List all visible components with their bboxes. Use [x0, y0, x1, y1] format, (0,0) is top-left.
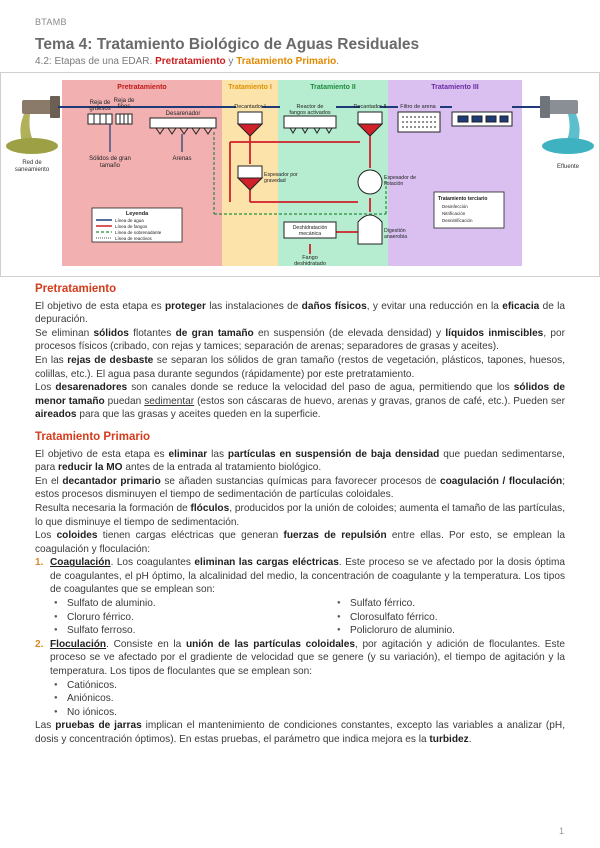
espesador-label-2: gravedad [264, 178, 286, 184]
text-run: . Los coagulantes [110, 557, 195, 569]
text-run: son canales donde se reduce la velocidad del paso de agua, permitiendo que los [127, 382, 514, 394]
list-item-floculacion [35, 638, 565, 720]
subtitle-pretratamiento: Pretratamiento [155, 56, 226, 67]
digestion-label-1: Digestión [384, 228, 406, 234]
legend-item-reagents: Línea de reactivos [115, 236, 152, 241]
prim-paragraph-2 [35, 475, 565, 502]
filtro-label: Filtro de arena [400, 104, 436, 110]
pre-paragraph-2 [35, 327, 565, 354]
sand-filter-icon [398, 112, 440, 132]
zone-label-t1: Tratamiento I [228, 84, 272, 91]
legend-item-supernatant: Línea de sobrenadante [115, 230, 162, 235]
reactor-label-2: fangos activados [289, 110, 331, 116]
list-item: ● Clorosulfato férrico. [333, 611, 563, 625]
tertiary-info-box [434, 192, 504, 228]
text-run: implican el mantenimiento de condiciones constantes, excepto las variables a analizar (pH, dosis y concentración óptimos). En estas pruebas, el parámetro que indica mejora es la [35, 720, 566, 745]
text-run: . [468, 734, 472, 745]
t3-box-item-2: Nitrificación [442, 211, 466, 216]
text-run: , y evitar una reducción en la [366, 300, 503, 312]
solidos-label-2: tamaño [99, 163, 121, 169]
text-run: Coagulación [50, 557, 111, 569]
diagram-legend [92, 208, 182, 242]
text-run: las instalaciones de [205, 300, 302, 312]
text-run: decantador primario [62, 475, 161, 487]
text-run: flotantes [128, 327, 176, 339]
list-item: ● Catiónicos. [50, 679, 565, 693]
list-item: ● Policloruro de aluminio. [333, 624, 563, 638]
text-run: que puedan sedimentarse, para [35, 448, 565, 474]
text-run: ; estos procesos disminuyen el tiempo de sedimentación de partículas coloidales. [35, 475, 565, 501]
desarenador-label: Desarenador [165, 111, 201, 117]
text-run: coloides [56, 530, 98, 542]
page-number: 1 [559, 826, 565, 836]
text-run: en suspensión (de elevada densidad) y [253, 327, 446, 339]
text-run: eliminar [168, 448, 208, 460]
text-run: flóculos [190, 502, 230, 514]
flotation-thickener-icon [358, 170, 382, 194]
list-item: ● Sulfato férrico. [333, 597, 563, 611]
outlet-label: Efluente [556, 164, 580, 170]
text-run: Los [35, 530, 57, 542]
t3-box-item-3: Desnitrificación [442, 218, 473, 223]
text-run: desarenadores [55, 382, 128, 394]
legend-title: Leyenda [125, 211, 149, 217]
text-run: partículas en suspensión de baja densidad [227, 448, 440, 460]
text-run: se añaden sustancias químicas para favorecer procesos de [160, 475, 441, 487]
subtitle-primario: Tratamiento Primario [236, 56, 337, 67]
list-item: ● Sulfato de aluminio. [50, 597, 333, 611]
reja-finos-label-1: Reja de [113, 98, 135, 104]
coagulantes-list [50, 597, 565, 638]
anaerobic-digester-icon [358, 215, 382, 244]
subtitle-connector: y [225, 56, 237, 67]
text-run: eficacia [502, 300, 540, 312]
text-run: unión de las partículas coloidales [185, 638, 355, 650]
list-item: ● Cloruro férrico. [50, 611, 333, 625]
prim-paragraph-4 [35, 529, 565, 556]
section-heading-primario: Tratamiento Primario [35, 430, 151, 443]
text-run: reducir la MO [58, 462, 123, 474]
text-run: , por agitación y adición de floculantes. Este proceso se ve afectado por el gradiente de velocidad que se genere (y su variación), el tiempo de agitación y la temperatura. Los tipos de floculantes que se emplean son: [50, 638, 565, 678]
inlet-label-2: saneamiento [14, 167, 50, 173]
section-heading-pretratamiento: Pretratamiento [35, 283, 117, 295]
text-run: . Consiste en la [106, 638, 186, 650]
text-run: Las [35, 720, 56, 732]
text-run: entre ellas. Por esto, se emplean la coagulación y floculación: [35, 530, 565, 555]
text-run: de la depuración. [35, 300, 565, 326]
text-run: pruebas de jarras [55, 720, 142, 732]
text-run: Se eliminan [35, 327, 94, 339]
pre-paragraph-3 [35, 354, 565, 381]
pre-paragraph-4 [35, 381, 565, 422]
text-run: se separan los sólidos de gran tamaño (restos de vegetación, plásticos, tapones, huesos, colillas, etc.). El agua pasa durante segundos (rápidamente) por este pretratamiento. [35, 354, 565, 380]
fango-label-2: deshidratado [294, 261, 326, 267]
zone-label-pre: Pretratamiento [117, 84, 167, 91]
decantador1-label: Decantador I [234, 104, 266, 110]
list-item: ● No iónicos. [50, 706, 565, 720]
text-run: sólidos [93, 327, 129, 339]
flotacion-label-2: flotación [384, 181, 404, 187]
list-item: ● Aniónicos. [50, 692, 565, 706]
text-run: , producidos por la unión de coloides; aumenta el tamaño de las partículas, lo que disminuye el tiempo de sedimentación. [35, 502, 565, 528]
text-run: sólidos de menor tamaño [35, 382, 565, 407]
text-run: Resulta necesaria la formación de [35, 502, 191, 514]
t3-box-title: Tratamiento terciario [438, 196, 488, 202]
reja-gruesos-label-1: Reja de [89, 100, 111, 106]
list-number-2: 2. [35, 638, 44, 650]
text-run: daños físicos [301, 300, 367, 312]
text-run: . Este proceso se ve afectado por la dosis óptima de coagulantes, el pH óptimo, la alcalinidad del medio, la concentración de coagulante y la temperatura. Los tipos de coagulantes que se emplean son: [50, 557, 565, 596]
prim-paragraph-5 [35, 719, 565, 746]
page-subtitle [35, 56, 339, 67]
text-run: puedan [104, 395, 145, 407]
text-run: El objetivo de esta etapa es [35, 448, 169, 460]
subtitle-suffix: . [336, 56, 340, 67]
text-run: Los [35, 382, 56, 394]
page-title: Tema 4: Tratamiento Biológico de Aguas Residuales [35, 36, 420, 53]
text-run: coagulación / floculación [440, 475, 563, 487]
text-run: fuerzas de repulsión [283, 530, 387, 542]
flotacion-label-1: Espesador de [384, 175, 417, 181]
zone-label-t3: Tratamiento III [431, 84, 479, 91]
floculantes-list [50, 679, 565, 720]
inlet-label-1: Red de [22, 160, 42, 166]
floculacion-text [50, 638, 565, 679]
t3-box-item-1: Desinfección [442, 204, 468, 209]
prim-paragraph-1 [35, 448, 565, 475]
text-run: tienen cargas eléctricas que generan [97, 530, 284, 542]
list-item: ● Sulfato ferroso. [50, 624, 333, 638]
prim-paragraph-3 [35, 502, 565, 529]
arenas-label: Arenas [172, 156, 192, 162]
text-run: las [207, 448, 228, 460]
list-number-1: 1. [35, 557, 44, 569]
text-run: El objetivo de esta etapa es [35, 300, 165, 312]
text-run: sedimentar [144, 395, 195, 407]
deshidratacion-label-2: mecánica [298, 231, 322, 237]
uv-unit-icon [452, 112, 512, 126]
text-run: eliminan las cargas eléctricas [194, 557, 339, 569]
text-run: , por procesos físicos (cribado, con rejas y tamices; separación de arenas; separadores de grasas y aceites). [35, 327, 565, 353]
text-run: antes de la entrada al tratamiento biológico. [122, 462, 322, 474]
pre-paragraph-1 [35, 300, 565, 327]
reja-gruesos-label-2: gruesos [89, 106, 111, 112]
deshidratacion-label-1: Deshidratación [292, 225, 328, 231]
text-run: líquidos inmiscibles [445, 327, 544, 339]
text-run: En las [35, 354, 68, 366]
legend-item-sludge: Línea de fangos [115, 224, 148, 229]
text-run: Floculación [50, 638, 107, 650]
decantador2-label: Decantador II [353, 104, 387, 110]
subtitle-prefix: 4.2: Etapas de una EDAR. [35, 56, 156, 67]
document-header: BTAMB [35, 17, 67, 27]
solidos-label-1: Sólidos de gran [89, 156, 131, 162]
reja-finos-label-2: finos [117, 104, 131, 110]
main-content [35, 283, 565, 747]
fango-label-1: Fango [302, 255, 318, 261]
screen-icon [88, 114, 132, 124]
list-item-coagulacion [35, 556, 565, 638]
text-run: aireados [35, 409, 77, 421]
espesador-label-1: Espesador por [264, 172, 298, 178]
process-list [35, 556, 565, 719]
text-run: proteger [164, 300, 206, 312]
text-run: (estos son cáscaras de huevo, arenas y gravas, granos de café, etc.). Pueden ser [194, 395, 565, 407]
reactor-label-1: Reactor de [296, 104, 324, 110]
zone-label-t2: Tratamiento II [310, 84, 356, 91]
edar-diagram [0, 72, 600, 277]
text-run: En el [35, 475, 63, 487]
text-run: de gran tamaño [175, 327, 254, 339]
coagulacion-text [50, 556, 565, 597]
text-run: turbidez [429, 734, 469, 745]
text-run: para que las grasas y aceites queden en la superficie. [76, 409, 321, 421]
digestion-label-2: anaerobia [384, 234, 408, 240]
text-run: rejas de desbaste [67, 354, 154, 366]
legend-item-water: Línea de agua [115, 218, 144, 223]
